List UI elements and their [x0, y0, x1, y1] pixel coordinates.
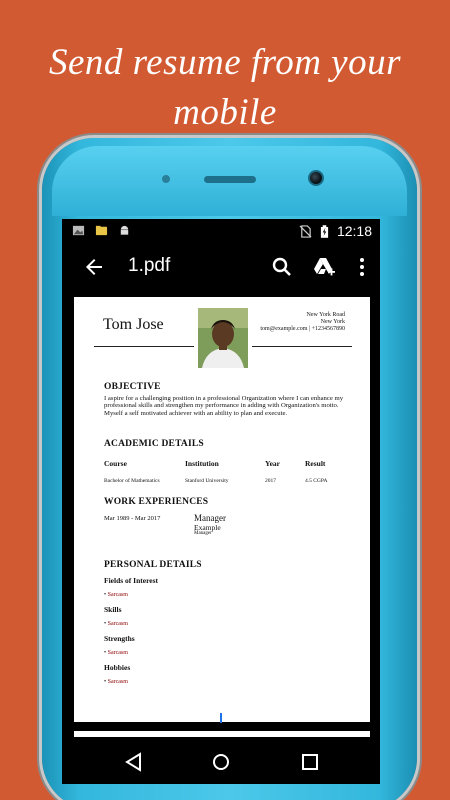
strengths-value: Sarcasm [107, 650, 128, 656]
front-camera-icon [308, 170, 324, 186]
earpiece-speaker [204, 176, 256, 183]
battery-icon [320, 225, 329, 238]
address-line2: New York [320, 319, 345, 325]
work-heading: WORK EXPERIENCES [104, 497, 209, 507]
cell-result: 4.5 CGPA [305, 478, 328, 484]
header-rule-left [94, 346, 194, 347]
image-icon [72, 224, 85, 237]
app-bar [62, 243, 380, 291]
col-result: Result [305, 459, 326, 468]
status-bar [62, 219, 380, 243]
work-company: Example [194, 523, 221, 532]
bullet-mark: • [104, 592, 107, 598]
fields-label: Fields of Interest [104, 576, 159, 585]
scroll-indicator[interactable] [220, 713, 222, 723]
no-sim-icon [299, 225, 312, 238]
work-dates: Mar 1989 - Mar 2017 [104, 515, 161, 522]
objective-heading: OBJECTIVE [104, 382, 161, 392]
cell-course: Bachelor of Mathematics [104, 478, 160, 484]
contact-line: tom@example.com | +1234567890 [260, 326, 345, 332]
hobbies-value: Sarcasm [107, 679, 128, 685]
back-triangle-icon[interactable] [122, 750, 146, 774]
fields-item [104, 592, 128, 598]
skills-item [104, 621, 128, 627]
pdf-page [74, 297, 370, 722]
proximity-sensor [162, 175, 170, 183]
bullet-mark: • [104, 679, 107, 685]
nav-bar [62, 740, 380, 784]
skills-label: Skills [104, 605, 122, 614]
next-pdf-page [74, 731, 370, 737]
cell-institution: Stanford University [185, 478, 229, 484]
profile-photo [198, 308, 248, 368]
home-circle-icon[interactable] [209, 750, 233, 774]
back-arrow-icon[interactable] [82, 255, 106, 279]
promo-headline: Send resume from your mobile [48, 42, 401, 133]
hobbies-label: Hobbies [104, 663, 131, 672]
col-year: Year [265, 459, 280, 468]
folder-icon [95, 224, 108, 237]
phone-top-bezel [52, 146, 407, 216]
strengths-item [104, 650, 128, 656]
document-title: 1.pdf [128, 255, 171, 276]
recents-square-icon[interactable] [298, 750, 322, 774]
col-course: Course [104, 459, 127, 468]
skills-value: Sarcasm [107, 621, 128, 627]
strengths-label: Strengths [104, 634, 135, 643]
status-time: 12:18 [336, 223, 372, 239]
android-icon [118, 224, 131, 237]
search-icon[interactable] [270, 255, 294, 279]
contact-block [260, 312, 345, 333]
fields-value: Sarcasm [107, 592, 128, 598]
academic-heading: ACADEMIC DETAILS [104, 439, 204, 449]
address-line1: New York Road [306, 312, 345, 318]
hobbies-item [104, 679, 128, 685]
personal-heading: PERSONAL DETAILS [104, 560, 202, 570]
phone-screen [62, 219, 380, 784]
bullet-mark: • [104, 650, 107, 656]
col-institution: Institution [185, 459, 219, 468]
more-vert-icon[interactable] [350, 255, 374, 279]
work-role: Manager [194, 531, 212, 536]
pdf-viewer[interactable] [62, 291, 380, 740]
work-title: Manager [194, 513, 226, 523]
cell-year: 2017 [265, 478, 276, 484]
bullet-mark: • [104, 621, 107, 627]
objective-text: I aspire for a challenging position in a professional Organization where I can enhance my professional skills and strengthen my performance in adding with Organization's motto. Myself a self motivated achiever with an ability to plan and execute. [104, 395, 344, 417]
header-rule-right [252, 346, 352, 347]
drive-add-icon[interactable] [312, 255, 336, 279]
resume-name: Tom Jose [103, 316, 164, 333]
